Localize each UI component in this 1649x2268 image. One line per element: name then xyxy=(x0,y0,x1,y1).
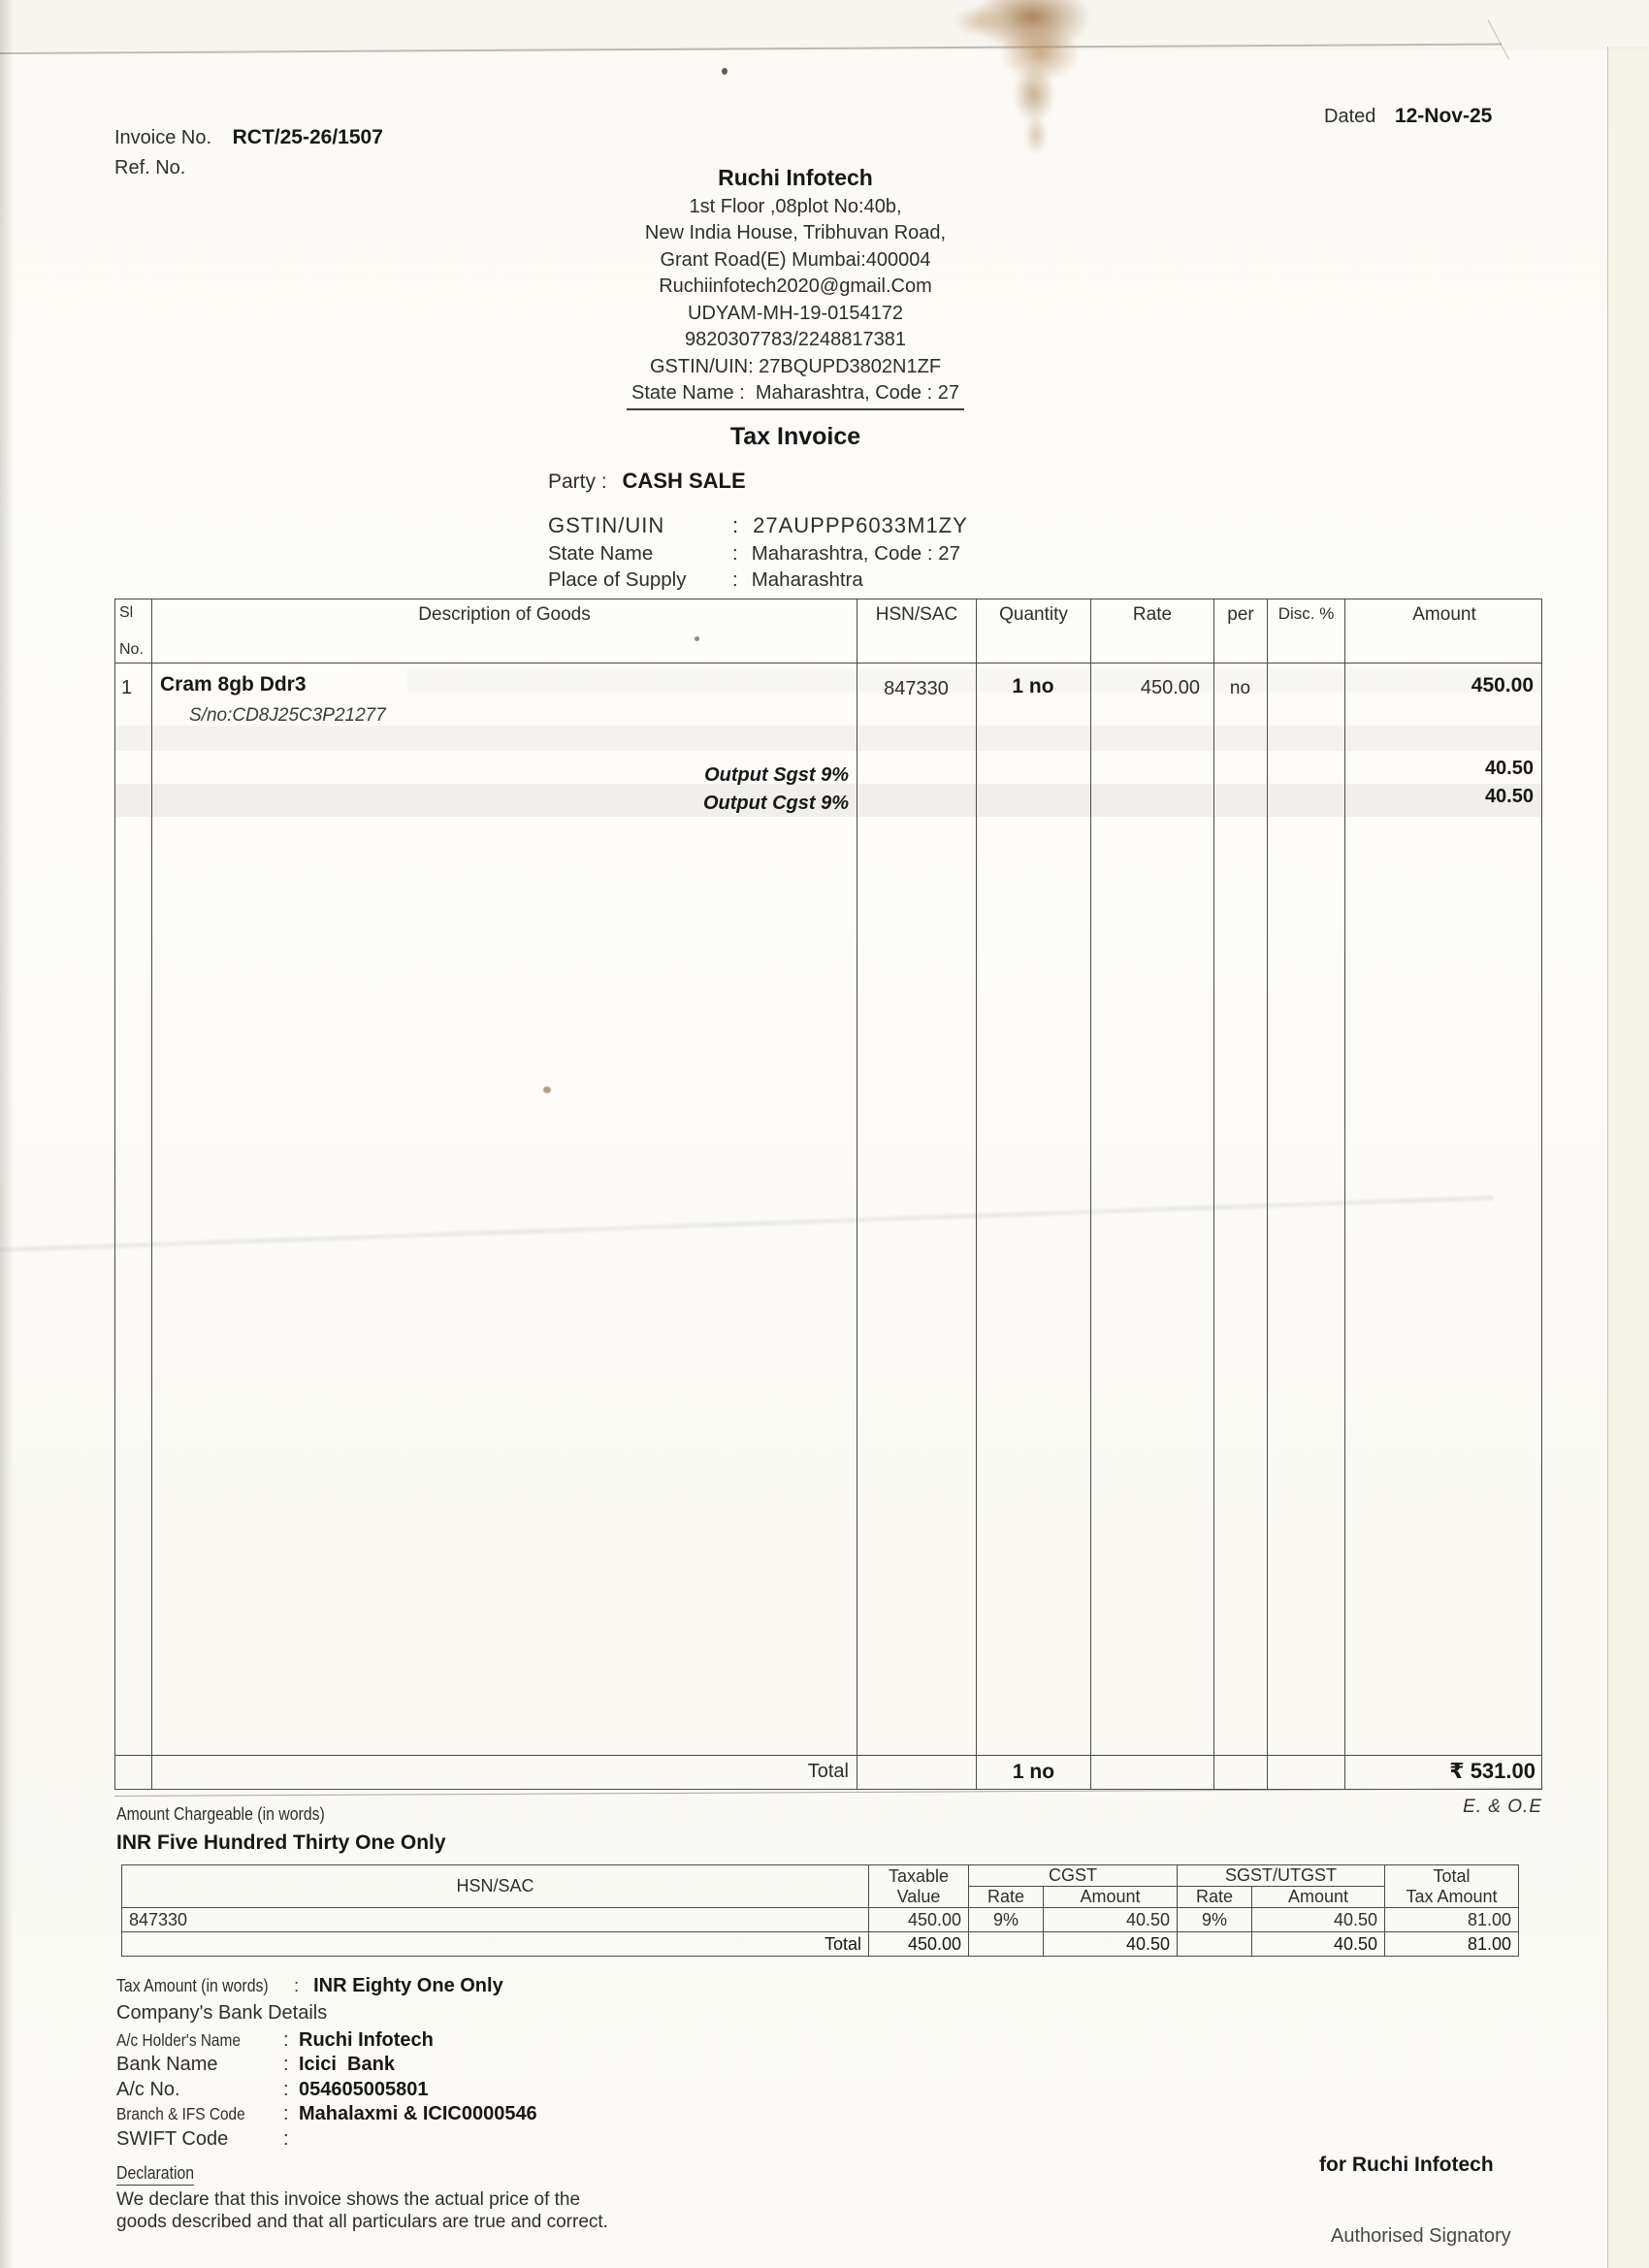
items-table-body xyxy=(115,664,1541,1757)
paper-right-margin-tint xyxy=(1608,47,1649,2268)
tax-col-sgst: SGST/UTGST xyxy=(1178,1865,1385,1887)
seller-address-line: 1st Floor ,08plot No:40b, xyxy=(689,195,902,217)
col-header-description: Description of Goods xyxy=(151,599,857,663)
items-total-quantity: 1 no xyxy=(976,1756,1090,1789)
tax-total-amount: 81.00 xyxy=(1385,1932,1519,1957)
col-header-amount: Amount xyxy=(1344,599,1543,663)
tax-total-taxable: 450.00 xyxy=(869,1932,969,1957)
ref-number-line xyxy=(114,157,185,179)
declaration-title: Declaration xyxy=(116,2163,205,2186)
item-description: Cram 8gb Ddr3 xyxy=(160,673,307,696)
seller-address-line: New India House, Tribhuvan Road, xyxy=(644,222,947,243)
items-table-total-row xyxy=(115,1755,1541,1789)
output-cgst-label: Output Cgst 9% xyxy=(703,793,849,814)
dated-value: 12-Nov-25 xyxy=(1394,105,1493,127)
buyer-pos-value: Maharashtra xyxy=(751,568,863,591)
buyer-gstin-label: GSTIN/UIN xyxy=(548,513,665,537)
item-serial-number: S/no:CD8J25C3P21277 xyxy=(189,705,386,726)
tax-col-sgst-amount: Amount xyxy=(1252,1887,1385,1908)
buyer-state-value: Maharashtra, Code : 27 xyxy=(751,542,961,565)
tax-amount-words-label: Tax Amount (in words) xyxy=(116,1976,269,1995)
invoice-number-label: Invoice No. xyxy=(114,127,212,148)
party-colon: : xyxy=(600,470,607,493)
tax-amount-words-value: INR Eighty One Only xyxy=(313,1975,503,1996)
bank-holder-value: Ruchi Infotech xyxy=(299,2029,434,2051)
declaration-text: We declare that this invoice shows the actual price of the goods described and that all particulars are true and correct. xyxy=(116,2189,608,2232)
bank-row-account: A/c No. : 054605005801 xyxy=(116,2078,537,2102)
tax-table-total-row xyxy=(122,1932,1519,1957)
item-hsn: 847330 xyxy=(884,678,949,699)
document-title: Tax Invoice xyxy=(729,423,861,450)
buyer-pos-row: Place of Supply : Maharashtra xyxy=(548,568,863,591)
bank-account-label: A/c No. xyxy=(116,2078,180,2100)
seller-email: Ruchiinfotech2020@gmail.Com xyxy=(659,275,932,297)
tax-row-sgst-rate: 9% xyxy=(1178,1908,1252,1932)
seller-name: Ruchi Infotech xyxy=(718,165,873,190)
signature-for-line: for Ruchi Infotech xyxy=(1319,2154,1494,2176)
bank-branch-value: Mahalaxmi & ICIC0000546 xyxy=(299,2103,537,2125)
tax-amount-words-line: Tax Amount (in words) : INR Eighty One Only xyxy=(116,1975,503,1996)
bank-details-title: Company's Bank Details xyxy=(116,2002,328,2024)
tax-row-total: 81.00 xyxy=(1385,1908,1519,1932)
coffee-stain xyxy=(1024,114,1048,155)
seller-address-block xyxy=(475,165,1116,410)
buyer-state-row: State Name : Maharashtra, Code : 27 xyxy=(548,542,961,565)
tax-col-hsn: HSN/SAC xyxy=(122,1865,869,1908)
item-rate: 450.00 xyxy=(1140,677,1200,698)
tax-total-sgst-amount: 40.50 xyxy=(1252,1932,1385,1957)
dated-line xyxy=(1324,105,1492,128)
amount-chargeable-words: INR Five Hundred Thirty One Only xyxy=(116,1831,446,1854)
party-label: Party xyxy=(548,470,597,493)
bank-name-value: Icici Bank xyxy=(299,2054,395,2076)
items-total-amount: ₹ 531.00 xyxy=(1344,1756,1543,1789)
authorised-signatory-label: Authorised Signatory xyxy=(1331,2225,1511,2247)
items-total-label: Total xyxy=(151,1756,857,1789)
output-sgst-amount: 40.50 xyxy=(1484,758,1534,779)
tax-table-data-row xyxy=(122,1908,1519,1932)
buyer-state-label: State Name xyxy=(548,542,654,565)
bank-row-branch: Branch & IFS Code : Mahalaxmi & ICIC0000546 xyxy=(116,2102,537,2126)
items-table-header xyxy=(115,599,1541,664)
col-header-rate: Rate xyxy=(1090,599,1213,663)
paper-left-shadow xyxy=(0,0,14,2268)
bank-name-label: Bank Name xyxy=(116,2054,218,2076)
item-per: no xyxy=(1229,678,1251,698)
tax-total-label: Total xyxy=(122,1932,869,1957)
tax-row-cgst-rate: 9% xyxy=(969,1908,1044,1932)
tax-col-total: Total Tax Amount xyxy=(1385,1865,1519,1908)
bank-row-name: Bank Name : Icici Bank xyxy=(116,2053,537,2077)
party-line xyxy=(548,469,746,494)
bank-details-block xyxy=(116,2028,537,2152)
tax-row-hsn: 847330 xyxy=(122,1908,869,1932)
bank-row-holder: A/c Holder's Name : Ruchi Infotech xyxy=(116,2028,537,2053)
bank-account-value: 054605005801 xyxy=(299,2078,429,2100)
buyer-details-block xyxy=(548,511,968,593)
item-quantity: 1 no xyxy=(1012,675,1054,697)
item-sl-no: 1 xyxy=(121,677,133,698)
invoice-number-value: RCT/25-26/1507 xyxy=(232,126,383,148)
bank-branch-label: Branch & IFS Code xyxy=(116,2104,245,2124)
invoice-number-line xyxy=(114,126,383,149)
col-header-per: per xyxy=(1213,599,1267,663)
tax-total-cgst-amount: 40.50 xyxy=(1044,1932,1178,1957)
ref-number-label: Ref. No. xyxy=(114,157,186,178)
seller-udyam: UDYAM-MH-19-0154172 xyxy=(688,302,903,324)
tax-row-taxable: 450.00 xyxy=(869,1908,969,1932)
party-name: CASH SALE xyxy=(622,469,746,493)
buyer-pos-label: Place of Supply xyxy=(548,568,687,591)
output-sgst-label: Output Sgst 9% xyxy=(704,764,849,786)
tax-row-sgst-amount: 40.50 xyxy=(1252,1908,1385,1932)
seller-address-line: Grant Road(E) Mumbai:400004 xyxy=(660,248,931,271)
buyer-gstin-value: 27AUPPP6033M1ZY xyxy=(753,513,968,537)
bank-row-swift: SWIFT Code : xyxy=(116,2127,537,2152)
tax-row-cgst-amount: 40.50 xyxy=(1044,1908,1178,1932)
col-header-hsn: HSN/SAC xyxy=(857,599,976,663)
tax-col-cgst: CGST xyxy=(969,1865,1178,1887)
output-cgst-amount: 40.50 xyxy=(1484,786,1534,807)
tax-col-cgst-rate: Rate xyxy=(969,1887,1044,1908)
seller-gstin: GSTIN/UIN: 27BQUPD3802N1ZF xyxy=(649,355,942,377)
tax-col-sgst-rate: Rate xyxy=(1178,1887,1252,1908)
bank-swift-label: SWIFT Code xyxy=(116,2127,229,2150)
buyer-gstin-row: GSTIN/UIN : 27AUPPP6033M1ZY xyxy=(548,511,968,540)
item-amount: 450.00 xyxy=(1471,674,1534,697)
col-header-sl-no: Sl No. xyxy=(119,604,144,658)
seller-phone: 9820307783/2248817381 xyxy=(684,329,907,350)
tax-table-header-row xyxy=(122,1865,1519,1887)
ink-speck xyxy=(722,68,728,75)
dated-label: Dated xyxy=(1324,106,1376,127)
tax-col-cgst-amount: Amount xyxy=(1044,1887,1178,1908)
tax-col-taxable-value: Taxable Value xyxy=(869,1865,969,1908)
bank-holder-label: A/c Holder's Name xyxy=(116,2030,241,2050)
coffee-stain xyxy=(954,6,1004,37)
col-header-disc: Disc. % xyxy=(1267,599,1344,663)
col-header-quantity: Quantity xyxy=(976,599,1090,663)
amount-chargeable-label: Amount Chargeable (in words) xyxy=(116,1804,325,1824)
errors-omissions-note: E. & O.E xyxy=(1463,1797,1542,1817)
tax-summary-table xyxy=(121,1864,1519,1957)
seller-state-line: State Name : Maharashtra, Code : 27 xyxy=(627,380,964,410)
items-table xyxy=(114,599,1542,1790)
